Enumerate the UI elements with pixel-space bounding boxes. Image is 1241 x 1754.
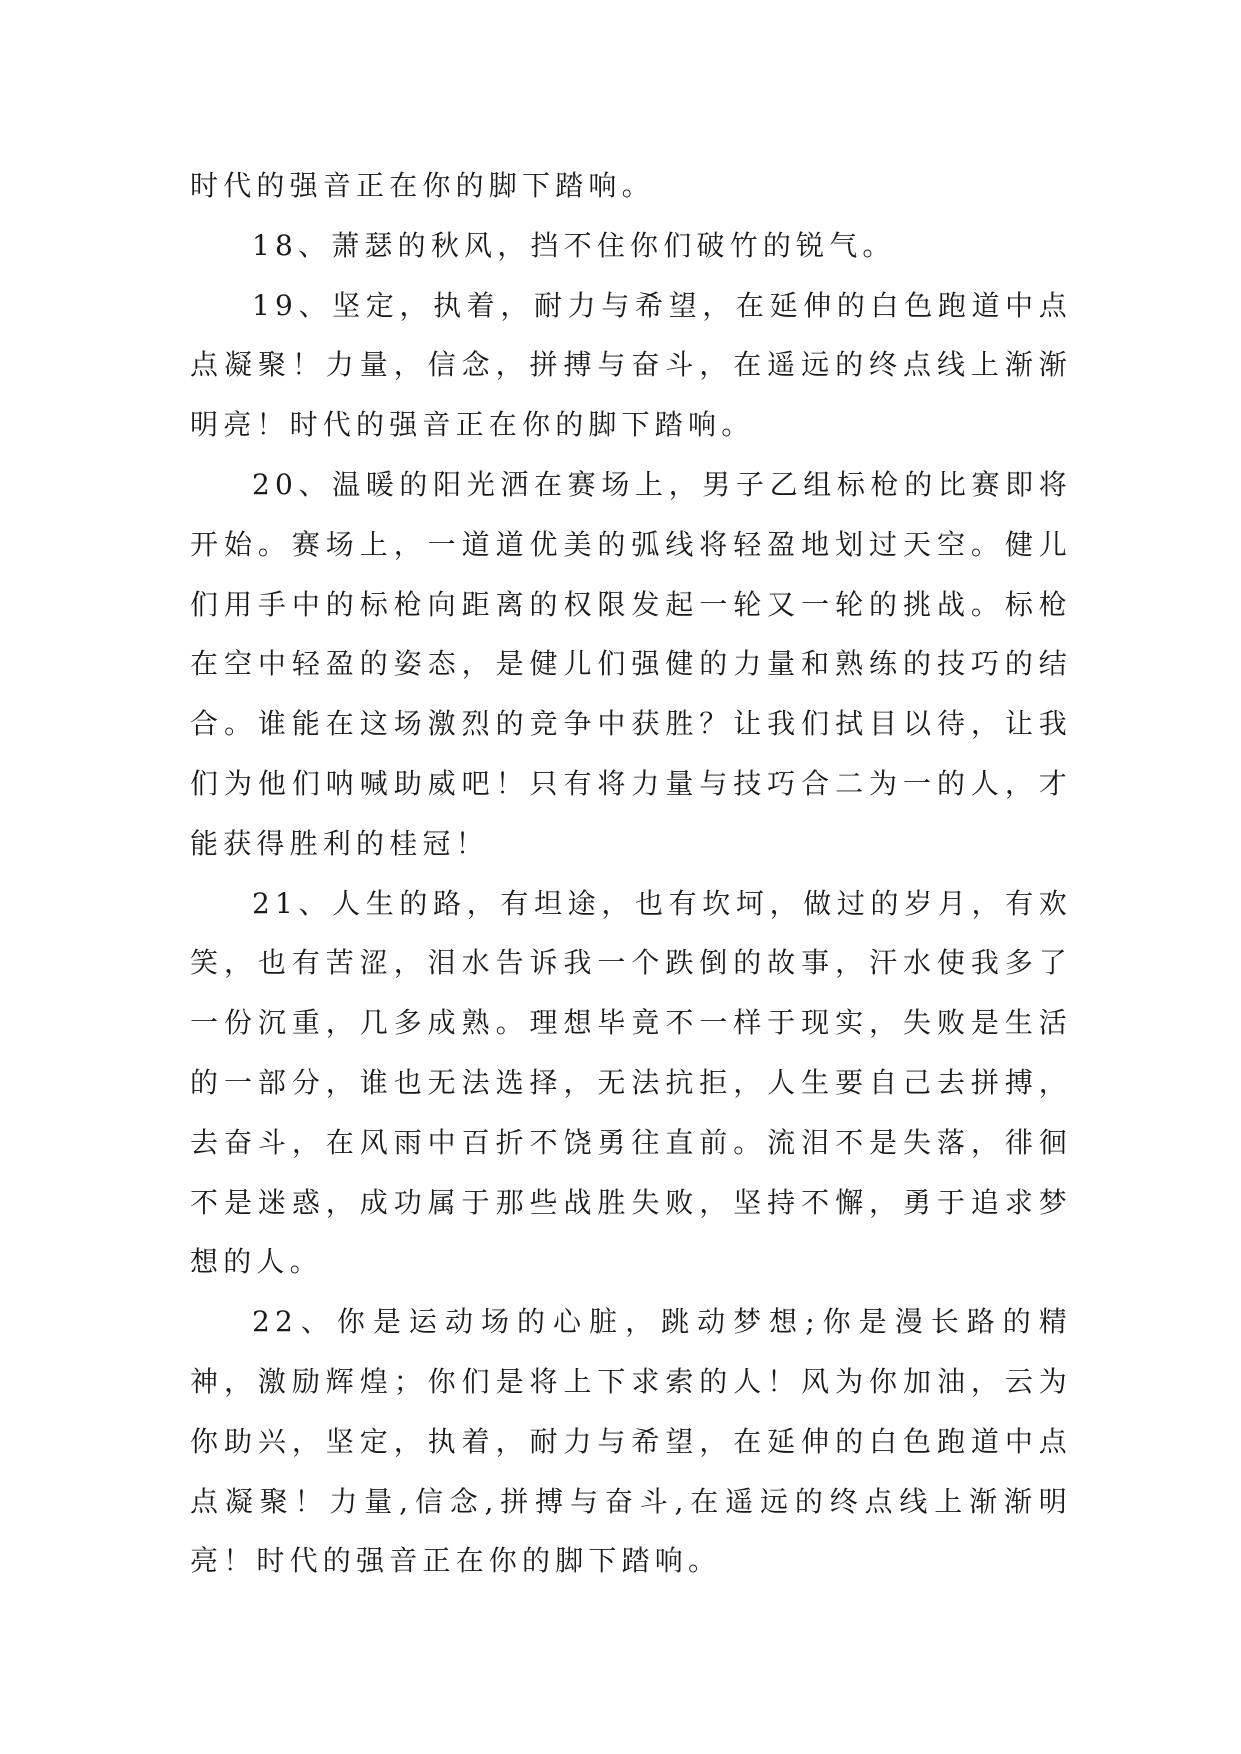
paragraph-22: 22、你是运动场的心脏，跳动梦想;你是漫长路的精神，激励辉煌；你们是将上下求索的人！风为你加油，云为你助兴，坚定，执着，耐力与希望，在延伸的白色跑道中点点凝聚！力量,信念,拼搏与奋斗,在遥远的终点线上渐渐明亮！时代的强音正在你的脚下踏响。 <box>190 1305 1072 1578</box>
paragraph-21: 21、人生的路，有坦途，也有坎坷，做过的岁月，有欢笑，也有苦涩，泪水告诉我一个跌倒的故事，汗水使我多了一份沉重，几多成熟。理想毕竟不一样于现实，失败是生活的一部分，谁也无法选择，无法抗拒，人生要自己去拼搏，去奋斗，在风雨中百折不饶勇往直前。流泪不是失落，徘徊不是迷惑，成功属于那些战胜失败，坚持不懈，勇于追求梦想的人。 <box>190 886 1072 1279</box>
paragraph-19: 19、坚定，执着，耐力与希望，在延伸的白色跑道中点点凝聚！力量，信念，拼搏与奋斗，在遥远的终点线上渐渐明亮！时代的强音正在你的脚下踏响。 <box>190 288 1072 442</box>
paragraph-18: 18、萧瑟的秋风，挡不住你们破竹的锐气。 <box>252 228 896 262</box>
paragraph-20: 20、温暖的阳光洒在赛场上，男子乙组标枪的比赛即将开始。赛场上，一道道优美的弧线将轻盈地划过天空。健儿们用手中的标枪向距离的权限发起一轮又一轮的挑战。标枪在空中轻盈的姿态，是健儿们强健的力量和熟练的技巧的结合。谁能在这场激烈的竞争中获胜？让我们拭目以待，让我们为他们呐喊助威吧！只有将力量与技巧合二为一的人，才能获得胜利的桂冠！ <box>190 467 1072 860</box>
document-body <box>190 156 1072 1591</box>
paragraph-continuation: 时代的强音正在你的脚下踏响。 <box>190 169 655 202</box>
